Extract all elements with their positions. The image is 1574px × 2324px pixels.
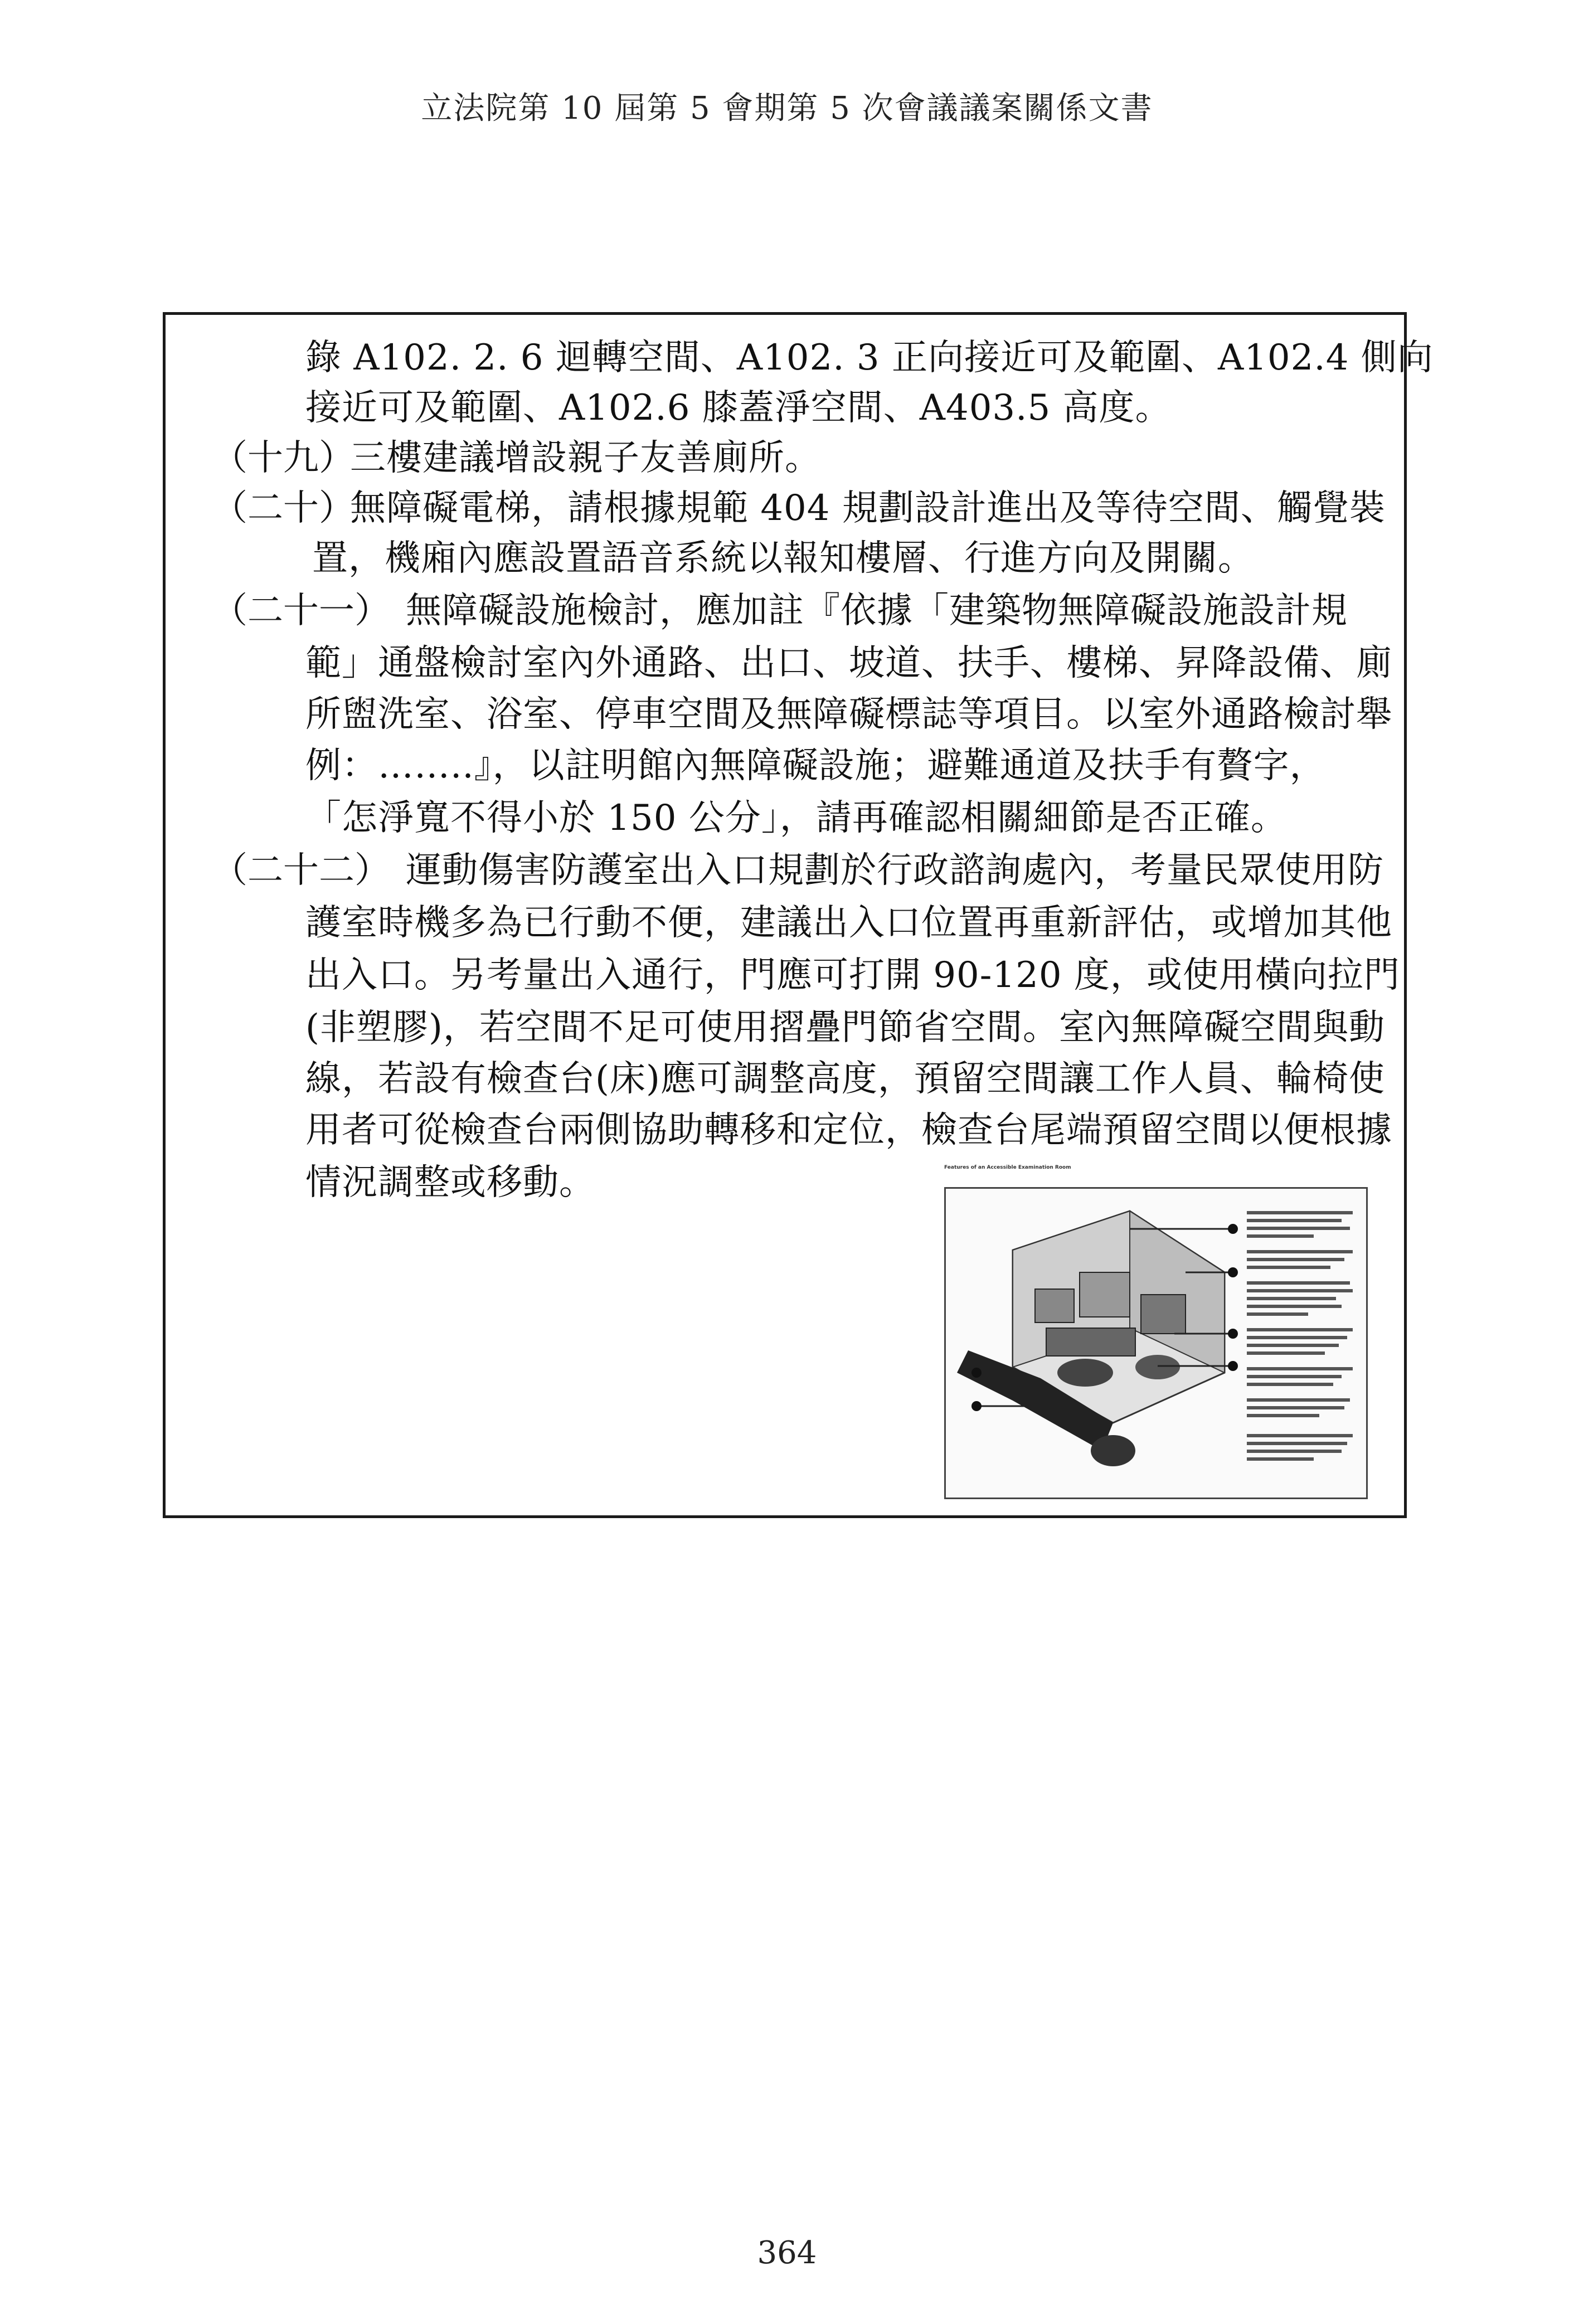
callout-marker-6 [971, 1401, 982, 1411]
item-21-line-1: 無障礙設施檢討，應加註『依據「建築物無障礙設施設計規 [406, 590, 1348, 631]
figure-legend-text [1247, 1211, 1353, 1461]
figure-frame [944, 1187, 1368, 1499]
item-19-line-1: 三樓建議增設親子友善廁所。 [350, 437, 821, 479]
item-label-22: （二十二） [212, 850, 390, 891]
item-label-19: （十九） [212, 437, 354, 479]
document-header: 立法院第 10 屆第 5 會期第 5 次會議議案關係文書 [421, 90, 1153, 127]
item-22-line-4: (非塑膠)，若空間不足可使用摺疊門節省空間。室內無障礙空間與動 [305, 1007, 1385, 1048]
item-label-20: （二十） [212, 488, 354, 529]
item-21-line-3: 所盥洗室、浴室、停車空間及無障礙標誌等項目。以室外通路檢討舉 [305, 694, 1392, 735]
item-21-line-2: 範」通盤檢討室內外通路、出口、坡道、扶手、樓梯、昇降設備、廁 [305, 643, 1392, 684]
callout-marker-4 [1228, 1361, 1238, 1371]
callout-marker-2 [1228, 1267, 1238, 1277]
accessible-exam-room-figure [944, 1165, 1368, 1499]
item-22-line-2: 護室時機多為已行動不便，建議出入口位置再重新評估，或增加其他 [305, 902, 1392, 944]
item-20-line-1: 無障礙電梯，請根據規範 404 規劃設計進出及等待空間、觸覺裝 [350, 488, 1386, 529]
continuation-line-2: 接近可及範圍、A102.6 膝蓋淨空間、A403.5 高度。 [305, 387, 1172, 429]
callout-marker-5 [971, 1368, 982, 1378]
item-22-line-7: 情況調整或移動。 [305, 1162, 595, 1203]
exam-room-illustration [946, 1189, 1366, 1498]
figure-title: Features of an Accessible Examination Room [944, 1165, 1071, 1170]
item-20-line-2: 置，機廂內應設置語音系統以報知樓層、行進方向及開關。 [312, 538, 1254, 579]
page-number: 364 [757, 2235, 817, 2271]
item-22-line-5: 線，若設有檢查台(床)應可調整高度，預留空間讓工作人員、輪椅使 [305, 1058, 1385, 1100]
item-22-line-3: 出入口。另考量出入通行，門應可打開 90-120 度，或使用橫向拉門 [305, 955, 1400, 996]
callout-marker-3 [1228, 1329, 1238, 1339]
item-22-line-1: 運動傷害防護室出入口規劃於行政諮詢處內，考量民眾使用防 [406, 850, 1384, 891]
continuation-line-1: 錄 A102. 2. 6 迴轉空間、A102. 3 正向接近可及範圍、A102.4 側向 [305, 337, 1434, 378]
item-22-line-6: 用者可從檢查台兩側協助轉移和定位，檢查台尾端預留空間以便根據 [305, 1110, 1392, 1151]
callout-marker-1 [1228, 1224, 1238, 1234]
item-21-line-5: 「怎淨寬不得小於 150 公分」，請再確認相關細節是否正確。 [305, 798, 1287, 839]
item-21-line-4: 例：……..』，以註明館內無障礙設施；避難通道及扶手有贅字， [305, 745, 1326, 786]
item-label-21: （二十一） [212, 590, 390, 631]
